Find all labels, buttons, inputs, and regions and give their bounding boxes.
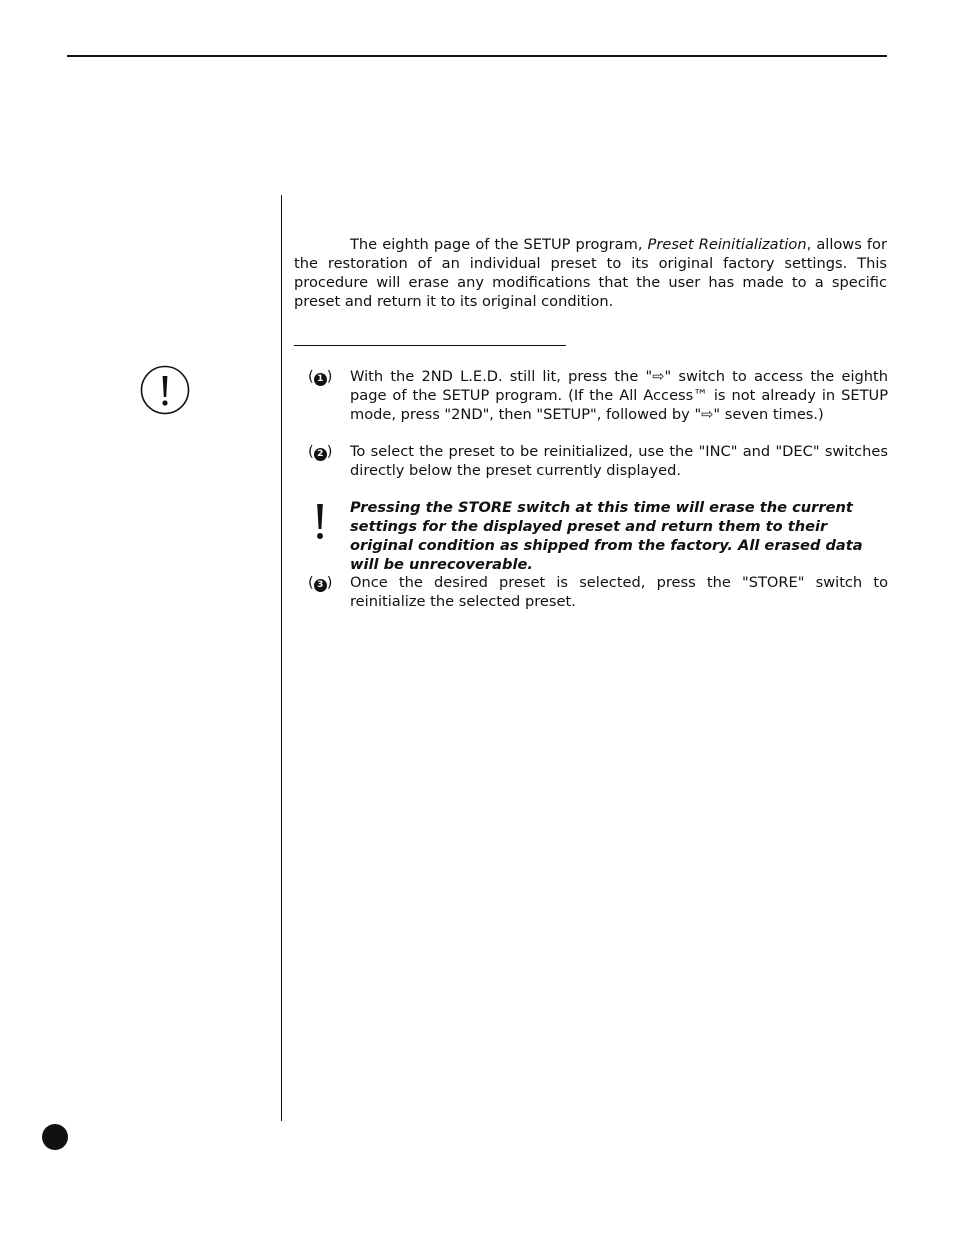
step-text: With the 2ND L.E.D. still lit, press the "⇨" switch to access the eighth page of the SETUP program. (If the All Access™ is not already in SETUP mode, press "2ND", then "SETUP", followed by "⇨" seven times.) [350,368,888,423]
header-rule [67,55,887,57]
step-item [308,573,888,611]
step-number-badge: 1 [314,373,327,386]
exclamation-icon [311,502,329,542]
step-number-badge: 2 [314,448,327,461]
warning-text: Pressing the STORE switch at this time will erase the current settings for the displayed preset and return them to their original condition as shipped from the factory. All erased data will be unrecoverable. [350,499,863,573]
step-text: To select the preset to be reinitialized, use the "INC" and "DEC" switches directly below the preset currently displayed. [350,443,888,479]
step-number: ( 1 ) [308,368,333,385]
exclamation-circle-icon [140,365,190,415]
section-rule [294,345,566,346]
margin-divider [281,195,282,1121]
intro-text-after: , allows for the restoration of an individual preset to its original factory settings. This procedure will erase any modifications that the user has made to a specific preset and return it to its original condition. [294,236,887,310]
intro-emphasis: Preset Reinitialization [647,236,807,253]
intro-paragraph [294,235,887,311]
step-number: ( 2 ) [308,443,333,460]
intro-text-before: The eighth page of the SETUP program, [350,236,648,253]
step-number: ( 3 ) [308,574,333,591]
step-item [308,442,888,480]
page-dot-icon [42,1124,68,1150]
step-text: Once the desired preset is selected, press the "STORE" switch to reinitialize the selected preset. [350,574,888,610]
step-item [308,367,888,424]
step-number-badge: 3 [314,579,327,592]
